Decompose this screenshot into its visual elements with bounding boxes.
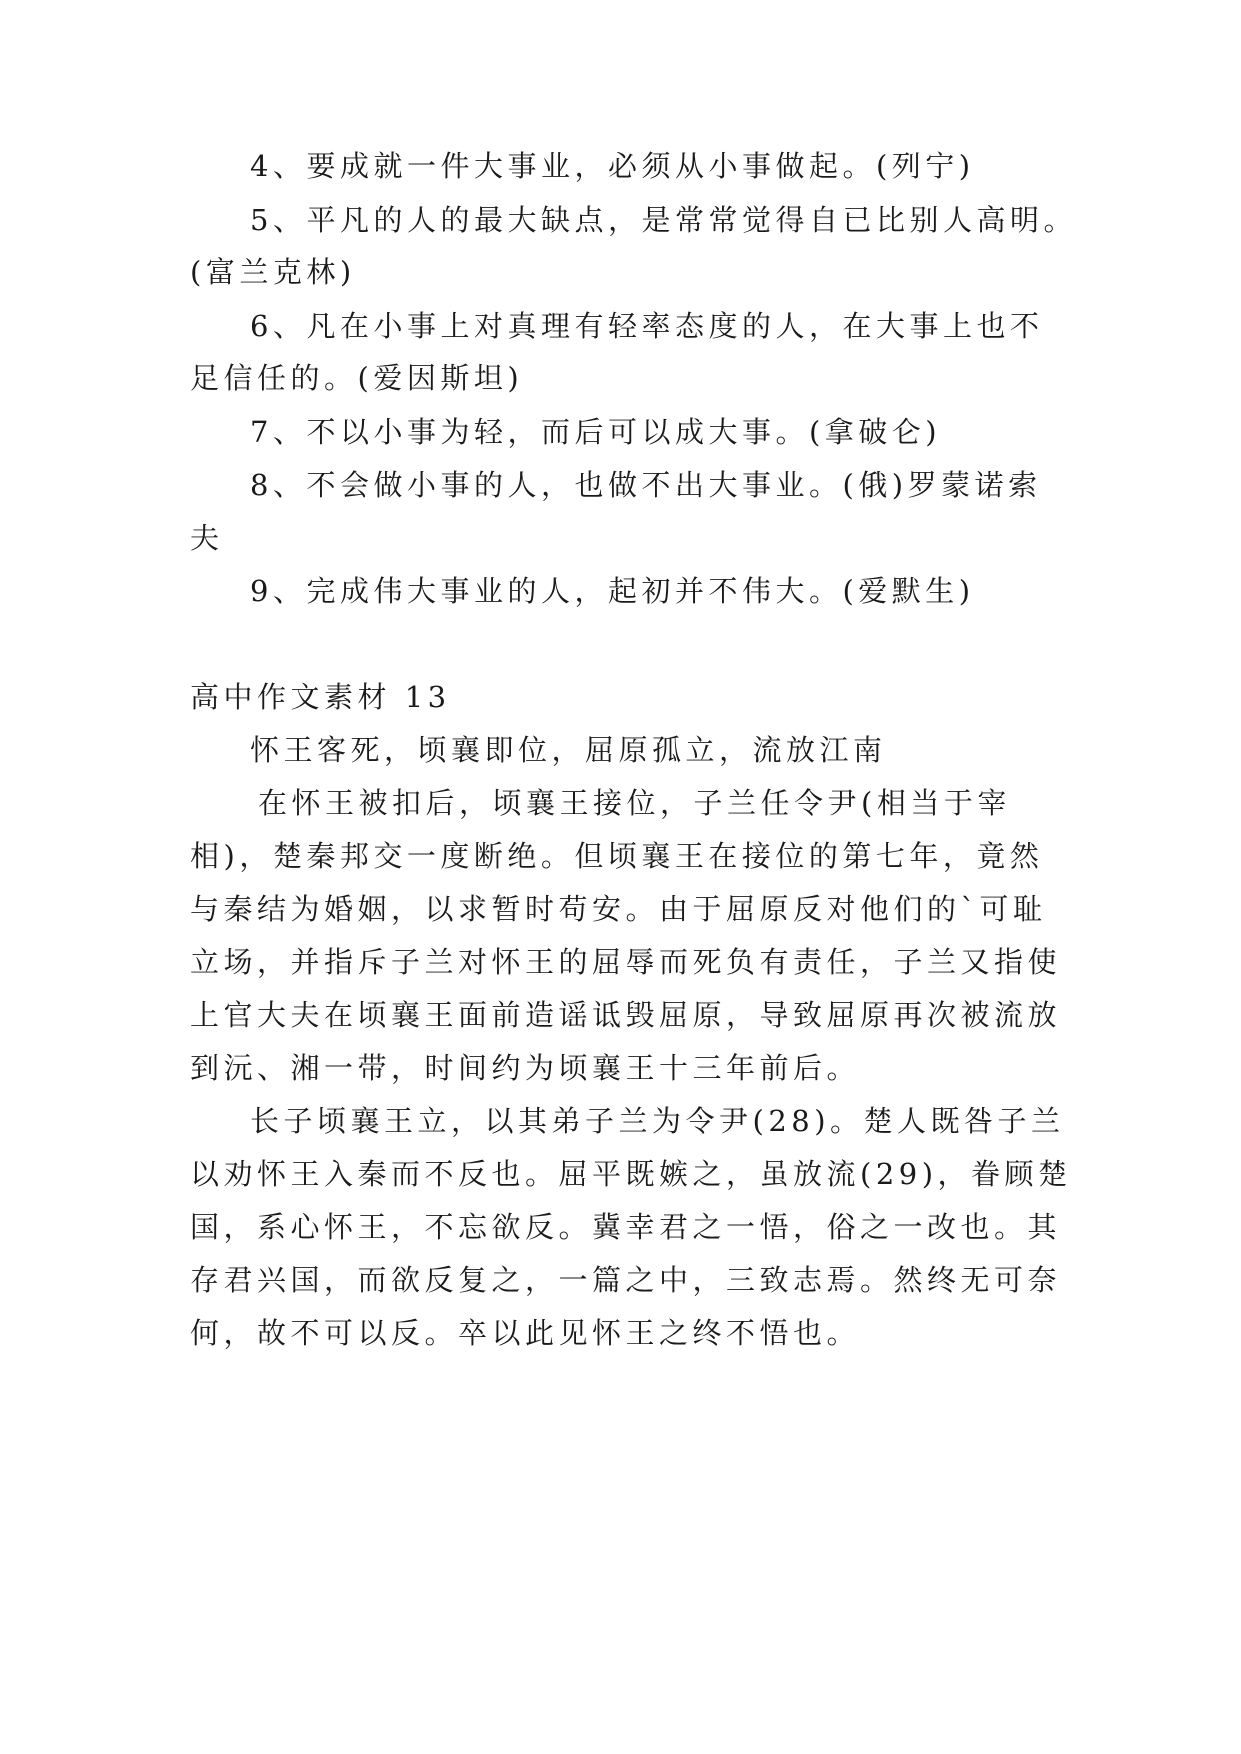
paragraph-2-line: 何，故不可以反。卒以此见怀王之终不悟也。	[190, 1316, 861, 1350]
quote-7: 7、不以小事为轻，而后可以成大事。(拿破仑)	[250, 415, 942, 449]
paragraph-1-line: 立场，并指斥子兰对怀王的屈辱而死负有责任，子兰又指使	[190, 945, 1062, 979]
paragraph-2-line: 存君兴国，而欲反复之，一篇之中，三致志焉。然终无可奈	[190, 1263, 1062, 1297]
quote-8-line-2: 夫	[190, 521, 224, 555]
quote-6-line-1: 6、凡在小事上对真理有轻率态度的人，在大事上也不	[250, 309, 1044, 343]
quote-4: 4、要成就一件大事业，必须从小事做起。(列宁)	[250, 149, 975, 183]
quote-6-line-2: 足信任的。(爱因斯坦)	[190, 361, 524, 395]
section-subheading: 怀王客死，顷襄即位，屈原孤立，流放江南	[250, 733, 887, 767]
section-heading: 高中作文素材 13	[190, 680, 451, 714]
quote-8-line-1: 8、不会做小事的人，也做不出大事业。(俄)罗蒙诺索	[250, 468, 1042, 502]
paragraph-1-line: 相)，楚秦邦交一度断绝。但顷襄王在接位的第七年，竟然	[190, 839, 1044, 873]
quote-5-line-2: (富兰克林)	[190, 255, 356, 289]
paragraph-1-line: 在怀王被扣后，顷襄王接位，子兰任令尹(相当于宰	[258, 786, 1011, 820]
quote-5-line-1: 5、平凡的人的最大缺点，是常常觉得自已比别人高明。	[250, 203, 1077, 237]
paragraph-1-line: 到沅、湘一带，时间约为顷襄王十三年前后。	[190, 1051, 861, 1085]
quote-9: 9、完成伟大事业的人，起初并不伟大。(爱默生)	[250, 574, 975, 608]
paragraph-2-line: 以劝怀王入秦而不反也。屈平既嫉之，虽放流(29)，眷顾楚	[190, 1157, 1072, 1191]
paragraph-1-line: 上官大夫在顷襄王面前造谣诋毁屈原，导致屈原再次被流放	[190, 998, 1062, 1032]
paragraph-1-line: 与秦结为婚姻，以求暂时苟安。由于屈原反对他们的`可耻	[190, 892, 1047, 926]
paragraph-2-line: 国，系心怀王，不忘欲反。冀幸君之一悟，俗之一改也。其	[190, 1210, 1062, 1244]
paragraph-2-line: 长子顷襄王立，以其弟子兰为令尹(28)。楚人既咎子兰	[250, 1104, 1065, 1138]
